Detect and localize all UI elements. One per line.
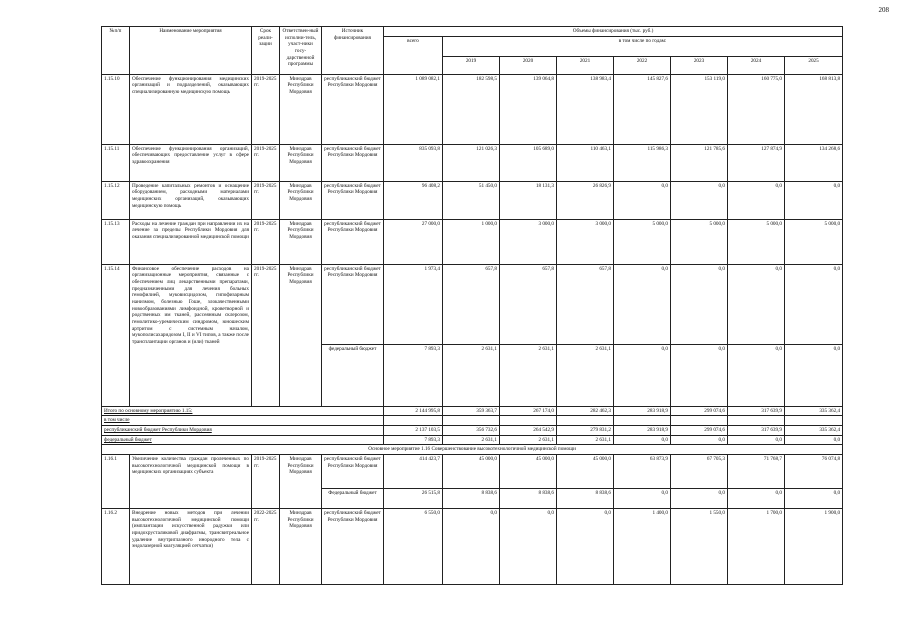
header-num: №п/п bbox=[102, 27, 130, 75]
row-responsible: Минздрав Республики Мордовия bbox=[280, 74, 322, 144]
row-num: 1.15.13 bbox=[102, 219, 130, 264]
table-row bbox=[102, 74, 843, 144]
row-year-value: 139 064,8 bbox=[500, 74, 557, 144]
row-source: федеральный бюджет bbox=[322, 344, 384, 406]
row-responsible: Минздрав Республики Мордовия bbox=[280, 508, 322, 584]
row-name: Увеличение количества граждан пролеченных по высокотехнологичной медицинской помощи в медицинских организациях субъекта bbox=[130, 454, 252, 508]
row-year-value: 0,0 bbox=[728, 488, 785, 508]
total-year-value: 0,0 bbox=[671, 435, 728, 445]
header-volume: Объемы финансирования (тыс. руб.) bbox=[384, 27, 843, 37]
row-term: 2019-2025 гг. bbox=[252, 264, 280, 406]
row-num: 1.15.10 bbox=[102, 74, 130, 144]
total-year-value bbox=[728, 416, 785, 426]
row-year-value: 0,0 bbox=[785, 344, 843, 406]
row-year-value: 153 119,0 bbox=[671, 74, 728, 144]
row-year-value: 160 775,0 bbox=[728, 74, 785, 144]
row-year-value: 0,0 bbox=[671, 264, 728, 344]
row-total: 414 423,7 bbox=[384, 454, 443, 488]
total-year-value: 299 074,6 bbox=[671, 425, 728, 435]
row-total: 1 089 082,1 bbox=[384, 74, 443, 144]
table-row bbox=[102, 219, 843, 264]
row-year-value: 5 000,0 bbox=[728, 219, 785, 264]
row-year-value: 0,0 bbox=[443, 508, 500, 584]
row-total: 6 550,0 bbox=[384, 508, 443, 584]
row-term: 2019-2025 гг. bbox=[252, 454, 280, 508]
row-year-value: 0,0 bbox=[785, 488, 843, 508]
row-year-value: 2 631,1 bbox=[443, 344, 500, 406]
row-year-value: 2 631,1 bbox=[557, 344, 614, 406]
total-year-value bbox=[671, 416, 728, 426]
header-responsible: Ответствен-ный исполни-тель, участ-ники госу-дарственной программы bbox=[280, 27, 322, 75]
row-year-value: 67 705,3 bbox=[671, 454, 728, 488]
total-year-value: 279 831,2 bbox=[557, 425, 614, 435]
header-term: Срок реали-зации bbox=[252, 27, 280, 75]
total-year-value: 0,0 bbox=[728, 435, 785, 445]
row-year-value: 3 000,0 bbox=[500, 219, 557, 264]
row-total: 26 515,8 bbox=[384, 488, 443, 508]
section-row bbox=[102, 445, 843, 455]
financing-table bbox=[101, 26, 843, 585]
row-year-value: 0,0 bbox=[500, 508, 557, 584]
row-source: республиканский бюджет Республики Мордовия bbox=[322, 219, 384, 264]
row-num: 1.16.1 bbox=[102, 454, 130, 508]
row-year-value: 0,0 bbox=[614, 488, 671, 508]
row-year-value: 8 838,6 bbox=[443, 488, 500, 508]
row-year-value: 145 827,6 bbox=[614, 74, 671, 144]
header-year: 2023 bbox=[671, 56, 728, 74]
total-row bbox=[102, 435, 843, 445]
row-year-value: 121 785,6 bbox=[671, 144, 728, 181]
row-source: республиканский бюджет Республики Мордовия bbox=[322, 264, 384, 344]
row-year-value: 115 986,3 bbox=[614, 144, 671, 181]
row-year-value: 1 900,0 bbox=[785, 508, 843, 584]
header-source: Источник финансирования bbox=[322, 27, 384, 75]
row-total: 27 000,0 bbox=[384, 219, 443, 264]
row-year-value: 1 700,0 bbox=[728, 508, 785, 584]
row-year-value: 168 813,8 bbox=[785, 74, 843, 144]
row-year-value: 0,0 bbox=[728, 264, 785, 344]
row-year-value: 1 400,0 bbox=[614, 508, 671, 584]
total-year-value: 0,0 bbox=[785, 435, 843, 445]
row-year-value: 0,0 bbox=[671, 181, 728, 219]
total-year-value: 267 174,0 bbox=[500, 406, 557, 416]
total-year-value: 283 918,9 bbox=[614, 425, 671, 435]
total-year-value: 264 542,9 bbox=[500, 425, 557, 435]
row-year-value: 657,8 bbox=[557, 264, 614, 344]
row-year-value: 63 873,9 bbox=[614, 454, 671, 488]
row-total: 835 093,8 bbox=[384, 144, 443, 181]
total-year-value: 299 074,6 bbox=[671, 406, 728, 416]
row-year-value: 5 000,0 bbox=[614, 219, 671, 264]
row-name: Внедрение новых методов при лечении высокотехнологичной медицинской помощи (имплантации искусственной радужки или иридохрусталиковой диафрагмы, трансвитреальное удаление внутриглазного инородного тела с эндолазерной коагуляцией сетчатки) bbox=[130, 508, 252, 584]
header-row bbox=[102, 27, 843, 37]
total-row bbox=[102, 416, 843, 426]
header-year: 2020 bbox=[500, 56, 557, 74]
row-year-value: 45 000,0 bbox=[500, 454, 557, 488]
page-number: 208 bbox=[878, 6, 889, 14]
header-year: 2024 bbox=[728, 56, 785, 74]
row-responsible: Минздрав Республики Мордовия bbox=[280, 219, 322, 264]
row-term: 2019-2025 гг. bbox=[252, 181, 280, 219]
total-year-value: 335 362,4 bbox=[785, 406, 843, 416]
table-row bbox=[102, 144, 843, 181]
total-year-value: 317 639,9 bbox=[728, 406, 785, 416]
row-year-value: 45 000,0 bbox=[557, 454, 614, 488]
row-year-value: 1 000,0 bbox=[443, 219, 500, 264]
row-year-value: 0,0 bbox=[614, 181, 671, 219]
row-num: 1.16.2 bbox=[102, 508, 130, 584]
row-total: 1 973,4 bbox=[384, 264, 443, 344]
row-year-value: 0,0 bbox=[671, 344, 728, 406]
row-year-value: 110 463,1 bbox=[557, 144, 614, 181]
total-year-value: 282 462,3 bbox=[557, 406, 614, 416]
header-year: 2019 bbox=[443, 56, 500, 74]
row-name: Проведение капитальных ремонтов и оснащение оборудованием, расходными материалами медицинских организаций, оказывающих медицинскую помощь bbox=[130, 181, 252, 219]
total-row bbox=[102, 406, 843, 416]
table-row bbox=[102, 181, 843, 219]
row-year-value: 138 983,4 bbox=[557, 74, 614, 144]
row-term: 2022-2025 гг. bbox=[252, 508, 280, 584]
total-year-value bbox=[614, 416, 671, 426]
row-responsible: Минздрав Республики Мордовия bbox=[280, 454, 322, 508]
table-row bbox=[102, 454, 843, 488]
total-value bbox=[384, 416, 443, 426]
row-responsible: Минздрав Республики Мордовия bbox=[280, 264, 322, 406]
row-year-value: 121 026,3 bbox=[443, 144, 500, 181]
row-source: республиканский бюджет Республики Мордовия bbox=[322, 144, 384, 181]
row-year-value: 0,0 bbox=[614, 264, 671, 344]
total-row bbox=[102, 425, 843, 435]
row-year-value: 657,8 bbox=[500, 264, 557, 344]
row-year-value: 2 631,1 bbox=[500, 344, 557, 406]
row-year-value: 8 838,6 bbox=[500, 488, 557, 508]
header-year: 2025 bbox=[785, 56, 843, 74]
row-name: Финансовое обеспечение расходов на организационные мероприятия, связанные с обеспечением лиц лекарственными препаратами, предназначенными для лечения больных гемофилией, муковисцидозом, гипофизарным нанизмом, болезнью Гоше, злокачественными новообразованиями лимфоидной, кроветворной и родственных им тканей, рассеянным склерозом, гемолитико-уремическим синдромом, юношеским артритом с системным началом, мукополисахаридозом I, II и VI типов, а также после трансплантации органов и (или) тканей bbox=[130, 264, 252, 406]
table-row bbox=[102, 508, 843, 584]
row-year-value: 0,0 bbox=[785, 181, 843, 219]
total-year-value: 2 631,1 bbox=[500, 435, 557, 445]
total-value: 2 137 103,5 bbox=[384, 425, 443, 435]
row-year-value: 657,8 bbox=[443, 264, 500, 344]
row-name: Обеспечение функционирования медицинских организаций и подразделений, оказывающих специализированную медицинскую помощь bbox=[130, 74, 252, 144]
row-source: республиканский бюджет Республики Мордовия bbox=[322, 454, 384, 488]
row-source: республиканский бюджет Республики Мордовия bbox=[322, 74, 384, 144]
row-year-value: 105 689,0 bbox=[500, 144, 557, 181]
row-year-value: 0,0 bbox=[728, 181, 785, 219]
row-year-value: 5 000,0 bbox=[671, 219, 728, 264]
row-year-value: 3 000,0 bbox=[557, 219, 614, 264]
header-year: 2021 bbox=[557, 56, 614, 74]
total-value: 7 893,3 bbox=[384, 435, 443, 445]
total-year-value bbox=[785, 416, 843, 426]
header-year: 2022 bbox=[614, 56, 671, 74]
row-source: Федеральный бюджет bbox=[322, 488, 384, 508]
table-row bbox=[102, 264, 843, 344]
total-year-value bbox=[557, 416, 614, 426]
total-year-value: 317 639,9 bbox=[728, 425, 785, 435]
row-year-value: 26 826,9 bbox=[557, 181, 614, 219]
total-label: федеральный бюджет bbox=[102, 435, 384, 445]
row-source: республиканский бюджет Республики Мордовия bbox=[322, 508, 384, 584]
row-year-value: 1 550,0 bbox=[671, 508, 728, 584]
total-year-value: 0,0 bbox=[614, 435, 671, 445]
row-year-value: 0,0 bbox=[785, 264, 843, 344]
section-title: Основное мероприятие 1.16 Совершенствование высокотехнологичной медицинской помощи bbox=[102, 445, 843, 455]
total-year-value: 283 918,9 bbox=[614, 406, 671, 416]
row-term: 2019-2025 гг. bbox=[252, 74, 280, 144]
total-year-value: 359 363,7 bbox=[443, 406, 500, 416]
row-year-value: 8 838,6 bbox=[557, 488, 614, 508]
row-year-value: 18 131,3 bbox=[500, 181, 557, 219]
row-num: 1.15.14 bbox=[102, 264, 130, 406]
row-num: 1.15.11 bbox=[102, 144, 130, 181]
row-year-value: 0,0 bbox=[614, 344, 671, 406]
row-responsible: Минздрав Республики Мордовия bbox=[280, 144, 322, 181]
row-year-value: 5 000,0 bbox=[785, 219, 843, 264]
total-label: Итого по основному мероприятию 1.15: bbox=[102, 406, 384, 416]
row-responsible: Минздрав Республики Мордовия bbox=[280, 181, 322, 219]
header-total: всего bbox=[384, 36, 443, 74]
row-year-value: 0,0 bbox=[728, 344, 785, 406]
row-term: 2019-2025 гг. bbox=[252, 144, 280, 181]
row-year-value: 127 874,9 bbox=[728, 144, 785, 181]
total-year-value: 356 732,6 bbox=[443, 425, 500, 435]
total-label: республиканский бюджет Республики Мордовия bbox=[102, 425, 384, 435]
row-term: 2019-2025 гг. bbox=[252, 219, 280, 264]
row-year-value: 0,0 bbox=[557, 508, 614, 584]
row-year-value: 182 598,5 bbox=[443, 74, 500, 144]
header-name: Наименование мероприятия bbox=[130, 27, 252, 75]
row-num: 1.15.12 bbox=[102, 181, 130, 219]
row-total: 96 408,2 bbox=[384, 181, 443, 219]
row-year-value: 51 450,0 bbox=[443, 181, 500, 219]
header-by-year: в том числе по годам: bbox=[443, 36, 843, 56]
total-year-value bbox=[443, 416, 500, 426]
row-year-value: 0,0 bbox=[671, 488, 728, 508]
total-value: 2 144 995,8 bbox=[384, 406, 443, 416]
row-year-value: 45 000,0 bbox=[443, 454, 500, 488]
row-year-value: 71 768,7 bbox=[728, 454, 785, 488]
total-year-value bbox=[500, 416, 557, 426]
total-year-value: 2 631,1 bbox=[557, 435, 614, 445]
row-name: Обеспечение функционирования организаций, обеспечивающих предоставление услуг в сфере здравоохранения bbox=[130, 144, 252, 181]
row-source: республиканский бюджет Республики Мордовия bbox=[322, 181, 384, 219]
row-year-value: 134 268,6 bbox=[785, 144, 843, 181]
row-year-value: 76 074,8 bbox=[785, 454, 843, 488]
row-total: 7 893,3 bbox=[384, 344, 443, 406]
total-label: в том числе bbox=[102, 416, 384, 426]
total-year-value: 2 631,1 bbox=[443, 435, 500, 445]
row-name: Расходы на лечение граждан при направлении их на лечение за пределы Республики Мордовия для оказания специализированной медицинской помощи bbox=[130, 219, 252, 264]
total-year-value: 335 362,4 bbox=[785, 425, 843, 435]
